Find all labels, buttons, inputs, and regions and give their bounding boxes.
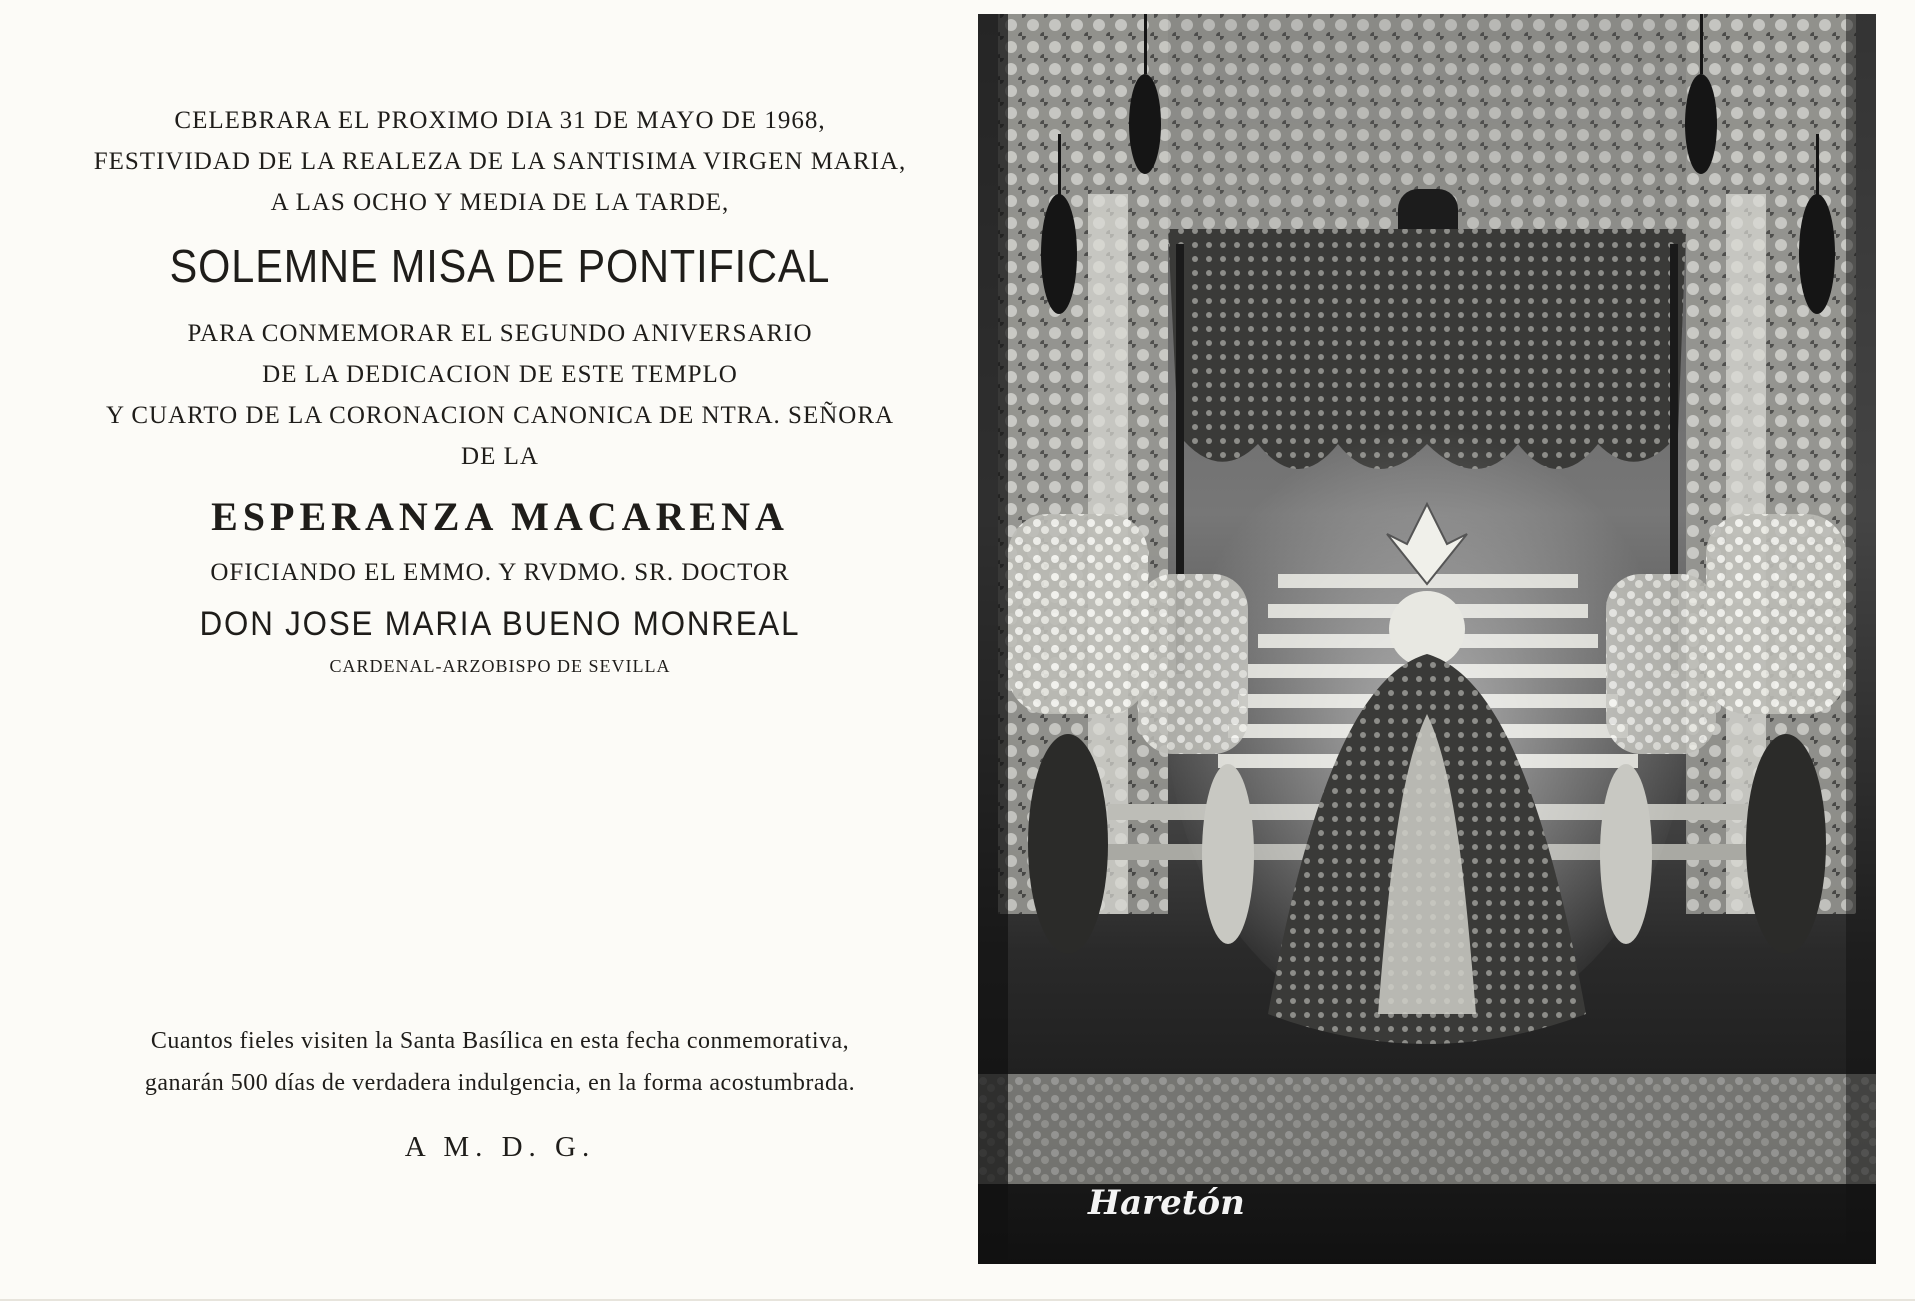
officiant-name: DON JOSE MARIA BUENO MONREAL	[199, 605, 801, 643]
indulgence-notice	[70, 1020, 930, 1168]
text-line-2: FESTIVIDAD DE LA REALEZA DE LA SANTISIMA VIRGEN MARIA,	[93, 148, 907, 175]
amdg-motto: A M. D. G.	[404, 1131, 596, 1163]
text-line-6: Y CUARTO DE LA CORONACION CANONICA DE NTRA. SEÑORA	[105, 402, 895, 429]
officiant-role: CARDENAL-ARZOBISPO DE SEVILLA	[329, 656, 671, 676]
mass-title: SOLEMNE MISA DE PONTIFICAL	[169, 240, 831, 292]
photographer-signature: Haretón	[1088, 1183, 1245, 1223]
text-line-4: PARA CONMEMORAR EL SEGUNDO ANIVERSARIO	[187, 320, 813, 347]
notice-line-2: ganarán 500 días de verdadera indulgencia, en la forma acostumbrada.	[144, 1070, 856, 1096]
invitation-text-block	[70, 100, 930, 677]
altar-photo-illustration	[978, 14, 1876, 1264]
text-line-5: DE LA DEDICACION DE ESTE TEMPLO	[262, 361, 738, 388]
photo-right-shadow	[1846, 14, 1876, 1264]
altar-photograph	[978, 14, 1876, 1264]
text-line-8: OFICIANDO EL EMMO. Y RVDMO. SR. DOCTOR	[210, 559, 790, 586]
esperanza-title: ESPERANZA MACARENA	[211, 494, 789, 539]
photo-left-shadow	[978, 14, 1008, 1264]
notice-line-1: Cuantos fieles visiten la Santa Basílica en esta fecha conmemorativa,	[150, 1028, 850, 1054]
text-line-7: DE LA	[461, 443, 539, 470]
text-line-3: A LAS OCHO Y MEDIA DE LA TARDE,	[270, 189, 730, 216]
text-line-1: CELEBRARA EL PROXIMO DIA 31 DE MAYO DE 1968,	[174, 107, 826, 134]
